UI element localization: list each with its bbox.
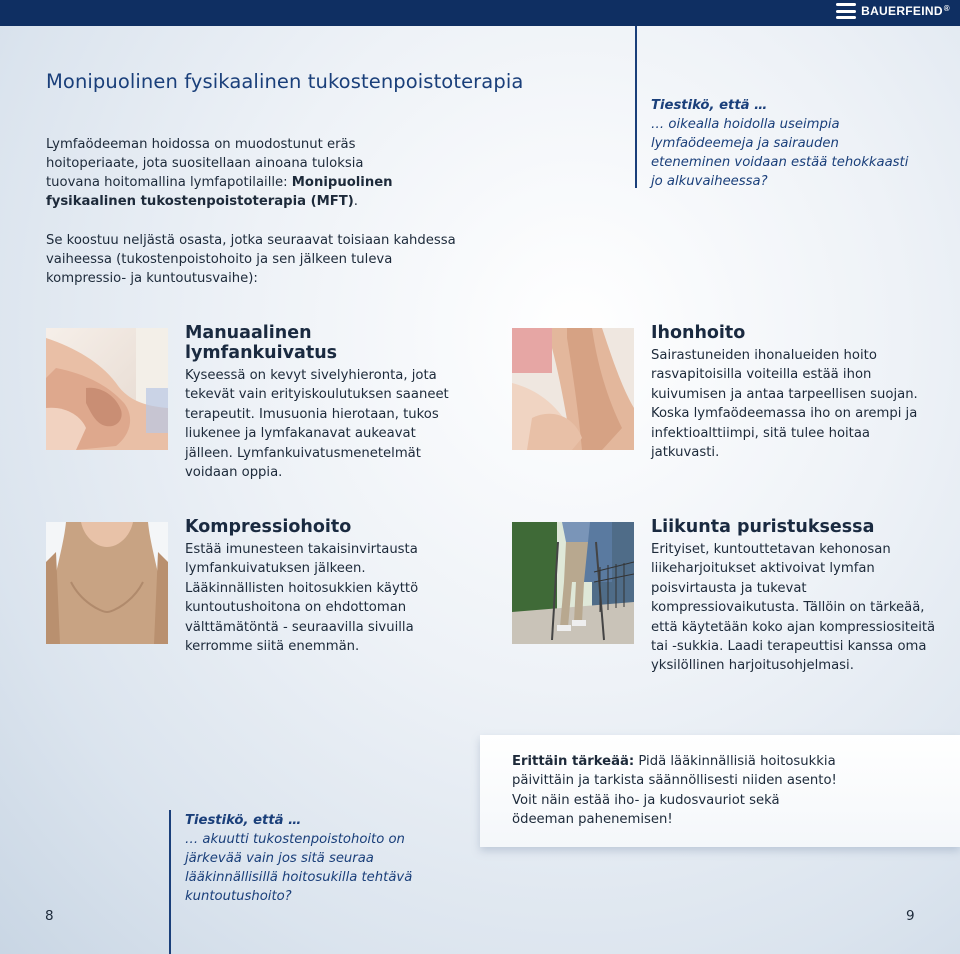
important-notice — [480, 735, 960, 847]
card-text: Kyseessä on kevyt sivelyhieronta, jota tekevät vain erityiskoulutuksen saaneet terapeutit. Imusuonia hierotaan, tukos liukenee ja lymfakanavat aukeavat jälleen. Lymfankuivatusmenetelmät voidaan oppia. — [185, 368, 449, 481]
tip-top-heading: Tiestikö, että … — [651, 98, 768, 113]
header-bar — [0, 0, 960, 26]
page-number-left: 8 — [45, 908, 54, 924]
photo-compression — [46, 522, 168, 644]
intro-end: . — [353, 194, 358, 209]
walking-image — [512, 522, 634, 644]
card-exercise — [651, 517, 941, 676]
card-manual-drainage — [185, 323, 460, 482]
compression-garment-image — [46, 522, 168, 644]
intro-bold: Monipuolinen fysikaalinen tukostenpoistoterapia (MFT) — [46, 175, 393, 209]
brand-registered-mark: ® — [943, 3, 950, 13]
intro-paragraph-2: Se koostuu neljästä osasta, jotka seuraavat toisiaan kahdessa vaiheessa (tukostenpoistohoito ja sen jälkeen tuleva kompressio- ja kuntoutusvaihe): — [46, 233, 456, 286]
tip-top — [651, 96, 921, 191]
tip-bottom-body: … akuutti tukostenpoistohoito on järkevää vain jos sitä seuraa lääkinnällisillä hoitosukilla tehtävä kuntoutushoito? — [185, 832, 413, 904]
photo-manual-drainage — [46, 328, 168, 450]
tip-top-body: … oikealla hoidolla useimpia lymfaödeemeja ja sairauden eteneminen voidaan estää tehokkaasti jo alkuvaiheessa? — [651, 117, 909, 189]
card-title: Manuaalinen lymfankuivatus — [185, 323, 338, 363]
photo-exercise — [512, 522, 634, 644]
tip-bottom-heading: Tiestikö, että … — [185, 813, 302, 828]
card-skin-care — [651, 323, 941, 462]
card-compression — [185, 517, 460, 656]
card-title: Kompressiohoito — [185, 517, 352, 537]
card-text: Sairastuneiden ihonalueiden hoito rasvapitoisilla voiteilla estää ihon kuivumisen ja antaa tarpeellisen suojan. Koska lymfaödeemassa iho on arempi ja infektioalttiimpi, sitä tulee hoitaa jatkuvasti. — [651, 348, 918, 461]
skin-care-image — [512, 328, 634, 450]
notice-body: Pidä lääkinnällisiä hoitosukkia päivittäin ja tarkista säännöllisesti niiden asento! Voit näin estää iho- ja kudosvauriot sekä ödeeman pahenemisen! — [512, 754, 837, 828]
card-title: Ihonhoito — [651, 323, 746, 343]
intro-text: Lymfaödeeman hoidossa on muodostunut eräs hoitoperiaate, jota suositellaan ainoana tuloksia tuovana hoitomallina lymfapotilaille: — [46, 137, 364, 190]
page-number-right: 9 — [906, 908, 915, 924]
card-text: Estää imunesteen takaisinvirtausta lymfankuivatuksen jälkeen. Lääkinnällisten hoitosukkien käyttö kuntoutushoitona on ehdottoman välttämätöntä - seuraavilla sivuilla kerromme siitä enemmän. — [185, 542, 419, 655]
card-text: Erityiset, kuntouttetavan kehonosan liikeharjoitukset aktivoivat lymfan poisvirtausta ja tukevat kompressiovaikutusta. Tällöin on tärkeää, että käytetään koko ajan kompressiositeitä tai -sukkia. Laadi terapeuttisi kanssa oma yksilöllinen harjoitusohjelmasi. — [651, 542, 936, 674]
photo-skin-care — [512, 328, 634, 450]
tip-bottom — [185, 811, 455, 906]
tip-bottom-divider — [169, 810, 171, 954]
notice-text — [512, 752, 842, 830]
brand-name: BAUERFEIND — [861, 4, 943, 18]
card-title: Liikunta puristuksessa — [651, 517, 875, 537]
tip-top-divider — [635, 26, 637, 188]
massage-image — [46, 328, 168, 450]
notice-bold: Erittäin tärkeää: — [512, 754, 635, 769]
bauerfeind-logo-icon — [836, 3, 856, 19]
brand-logo — [836, 3, 950, 19]
page-title: Monipuolinen fysikaalinen tukostenpoistoterapia — [46, 70, 524, 93]
intro-paragraph — [46, 135, 416, 211]
